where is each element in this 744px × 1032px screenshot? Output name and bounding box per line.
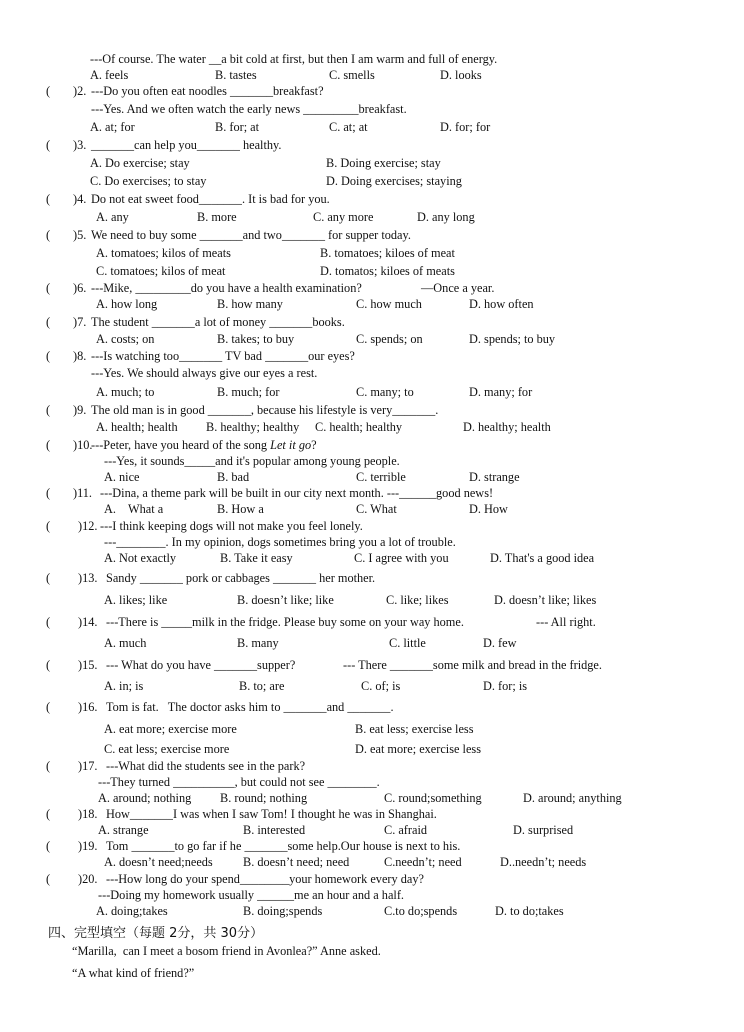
answer-paren: (: [46, 571, 51, 585]
question-number: )5.: [73, 228, 87, 242]
answer-paren: (: [46, 872, 51, 886]
question-number: )18.: [78, 807, 98, 821]
question-stem: ---Dina, a theme park will be built in our city next month. ---______good news!: [100, 486, 494, 500]
question-stem: ---Mike, _________do you have a health examination?: [91, 281, 362, 295]
answer-option: A. What a: [104, 502, 164, 516]
question-stem: _______can help you_______ healthy.: [91, 138, 282, 152]
question-reply: --- There _______some milk and bread in the fridge.: [343, 658, 602, 672]
answer-option: C. at; at: [329, 120, 368, 134]
answer-option: D. for; is: [483, 679, 528, 693]
answer-option: A. costs; on: [96, 332, 155, 346]
answer-option: D. healthy; health: [463, 420, 551, 434]
answer-option: C. many; to: [356, 385, 414, 399]
answer-paren: (: [46, 807, 51, 821]
question-number: )4.: [73, 192, 87, 206]
question-reply: ---Yes. And we often watch the early news _________breakfast.: [91, 102, 407, 116]
question-number: )2.: [73, 84, 87, 98]
answer-option: D. for; for: [440, 120, 491, 134]
question-number: )3.: [73, 138, 87, 152]
answer-option: B. tastes: [215, 68, 257, 82]
answer-option: A. in; is: [104, 679, 144, 693]
answer-option: D. eat more; exercise less: [355, 742, 481, 756]
answer-option: C. tomatoes; kilos of meat: [96, 264, 226, 278]
question-stem: --- What do you have _______supper?: [106, 658, 296, 672]
answer-option: A. tomatoes; kilos of meats: [96, 246, 231, 260]
answer-option: C. any more: [313, 210, 374, 224]
answer-paren: (: [46, 615, 51, 629]
question-stem: We need to buy some _______and two_______ for supper today.: [91, 228, 411, 242]
question-stem: How_______I was when I saw Tom! I thought he was in Shanghai.: [106, 807, 437, 821]
answer-option: C. spends; on: [356, 332, 423, 346]
answer-option: A. doing;takes: [96, 904, 168, 918]
question-reply: ---Yes. We should always give our eyes a rest.: [91, 366, 318, 380]
question-stem: Do not eat sweet food_______. It is bad for you.: [91, 192, 330, 206]
question-number: )6.: [73, 281, 87, 295]
question-stem: ---What did the students see in the park?: [106, 759, 306, 773]
answer-option: C. What: [356, 502, 397, 516]
question-stem: The old man is in good _______, because his lifestyle is very_______.: [91, 403, 439, 417]
answer-option: B. doesn’t like; like: [237, 593, 334, 607]
answer-option: C. eat less; exercise more: [104, 742, 230, 756]
answer-option: A. feels: [90, 68, 129, 82]
answer-paren: (: [46, 138, 51, 152]
answer-paren: (: [46, 839, 51, 853]
answer-paren: (: [46, 519, 51, 533]
answer-option: C. Do exercises; to stay: [90, 174, 207, 188]
answer-option: C. I agree with you: [354, 551, 449, 565]
stem-suffix: ?: [311, 438, 317, 452]
question-stem: ---Of course. The water __a bit cold at first, but then I am warm and full of energy.: [90, 52, 498, 66]
answer-option: A. much: [104, 636, 147, 650]
answer-option: B. for; at: [215, 120, 260, 134]
answer-option: D. How: [469, 502, 508, 516]
question-number: )17.: [78, 759, 98, 773]
answer-option: B. more: [197, 210, 237, 224]
answer-option: A. eat more; exercise more: [104, 722, 237, 736]
answer-paren: (: [46, 315, 51, 329]
answer-paren: (: [46, 281, 51, 295]
answer-option: B. interested: [243, 823, 306, 837]
answer-option: B. how many: [217, 297, 283, 311]
answer-option: C. terrible: [356, 470, 406, 484]
answer-option: A. much; to: [96, 385, 155, 399]
answer-option: C. like; likes: [386, 593, 449, 607]
question-reply: ---________. In my opinion, dogs sometimes bring you a lot of trouble.: [104, 535, 456, 549]
answer-option: D. surprised: [513, 823, 574, 837]
answer-paren: (: [46, 438, 51, 452]
passage-line: “A what kind of friend?”: [72, 966, 195, 980]
answer-paren: (: [46, 192, 51, 206]
answer-option: D. few: [483, 636, 517, 650]
answer-option: A. doesn’t need;needs: [104, 855, 213, 869]
answer-option: B. tomatoes; kiloes of meat: [320, 246, 455, 260]
answer-option: C. round;something: [384, 791, 482, 805]
question-reply: ---They turned __________, but could not see ________.: [98, 775, 380, 789]
question-number: )16.: [78, 700, 98, 714]
question-number: )12.: [78, 519, 98, 533]
question-reply: —Once a year.: [421, 281, 495, 295]
answer-option: D. how often: [469, 297, 534, 311]
answer-option: C.to do;spends: [384, 904, 458, 918]
answer-paren: (: [46, 349, 51, 363]
question-number: )8.: [73, 349, 87, 363]
answer-paren: (: [46, 228, 51, 242]
answer-paren: (: [46, 759, 51, 773]
answer-option: D. strange: [469, 470, 520, 484]
answer-option: C. afraid: [384, 823, 428, 837]
song-title: Let it go: [270, 438, 312, 452]
answer-option: A. any: [96, 210, 129, 224]
answer-option: A. nice: [104, 470, 140, 484]
answer-option: A. likes; like: [104, 593, 168, 607]
answer-paren: (: [46, 486, 51, 500]
answer-paren: (: [46, 403, 51, 417]
question-number: )15.: [78, 658, 98, 672]
answer-option: D. many; for: [469, 385, 533, 399]
answer-option: D. looks: [440, 68, 482, 82]
question-reply: ---Doing my homework usually ______me an hour and a half.: [98, 888, 404, 902]
answer-option: D. That's a good idea: [490, 551, 595, 565]
answer-option: B. takes; to buy: [217, 332, 295, 346]
answer-option: D. doesn’t like; likes: [494, 593, 597, 607]
answer-option: B. How a: [217, 502, 264, 516]
question-number: )11.: [73, 486, 93, 500]
answer-paren: (: [46, 658, 51, 672]
question-stem: ---Peter, have you heard of the song Let it go?: [91, 438, 317, 452]
question-stem: ---Do you often eat noodles _______breakfast?: [91, 84, 324, 98]
question-stem: Tom is fat. The doctor asks him to _______and _______.: [106, 700, 394, 714]
answer-option: C. little: [389, 636, 426, 650]
question-stem: The student _______a lot of money _______books.: [91, 315, 345, 329]
answer-option: D. tomatos; kiloes of meats: [320, 264, 455, 278]
answer-option: A. strange: [98, 823, 149, 837]
answer-option: C. health; healthy: [315, 420, 403, 434]
question-stem: Tom _______to go far if he _______some help.Our house is next to his.: [106, 839, 461, 853]
answer-option: B. doing;spends: [243, 904, 323, 918]
answer-option: B. healthy; healthy: [206, 420, 300, 434]
answer-option: B. Take it easy: [220, 551, 293, 565]
answer-option: A. around; nothing: [98, 791, 192, 805]
question-reply: ---Yes, it sounds_____and it's popular among young people.: [104, 454, 400, 468]
question-number: )20.: [78, 872, 98, 886]
question-stem: ---There is _____milk in the fridge. Please buy some on your way home.: [106, 615, 464, 629]
question-number: )13.: [78, 571, 98, 585]
answer-option: D. any long: [417, 210, 475, 224]
answer-option: B. much; for: [217, 385, 280, 399]
section-heading: 四、完型填空（每题 2分，共 30分）: [48, 926, 264, 941]
answer-option: D..needn’t; needs: [500, 855, 587, 869]
answer-paren: (: [46, 84, 51, 98]
answer-option: B. round; nothing: [220, 791, 308, 805]
answer-option: B. doesn’t need; need: [243, 855, 350, 869]
passage-line: “Marilla, can I meet a bosom friend in Avonlea?” Anne asked.: [72, 944, 381, 958]
answer-option: B. many: [237, 636, 279, 650]
answer-option: A. health; health: [96, 420, 178, 434]
question-stem: Sandy _______ pork or cabbages _______ her mother.: [106, 571, 376, 585]
answer-option: D. around; anything: [523, 791, 622, 805]
answer-option: D. to do;takes: [495, 904, 564, 918]
answer-option: B. bad: [217, 470, 250, 484]
answer-option: D. Doing exercises; staying: [326, 174, 462, 188]
answer-paren: (: [46, 700, 51, 714]
question-reply: --- All right.: [536, 615, 596, 629]
answer-option: C. of; is: [361, 679, 401, 693]
answer-option: C. how much: [356, 297, 422, 311]
question-number: )9.: [73, 403, 87, 417]
answer-option: B. to; are: [239, 679, 285, 693]
answer-option: B. eat less; exercise less: [355, 722, 474, 736]
question-number: )7.: [73, 315, 87, 329]
answer-option: D. spends; to buy: [469, 332, 556, 346]
question-stem: ---Is watching too_______ TV bad _______our eyes?: [91, 349, 355, 363]
answer-option: C. smells: [329, 68, 375, 82]
answer-option: A. how long: [96, 297, 158, 311]
question-number: )14.: [78, 615, 98, 629]
question-stem: ---I think keeping dogs will not make you feel lonely.: [100, 519, 363, 533]
answer-option: C.needn’t; need: [384, 855, 462, 869]
question-stem: ---How long do your spend________your homework every day?: [106, 872, 424, 886]
answer-option: A. at; for: [90, 120, 135, 134]
answer-option: B. Doing exercise; stay: [326, 156, 441, 170]
question-number: )10.: [73, 438, 93, 452]
answer-option: A. Not exactly: [104, 551, 177, 565]
answer-option: A. Do exercise; stay: [90, 156, 190, 170]
question-number: )19.: [78, 839, 98, 853]
